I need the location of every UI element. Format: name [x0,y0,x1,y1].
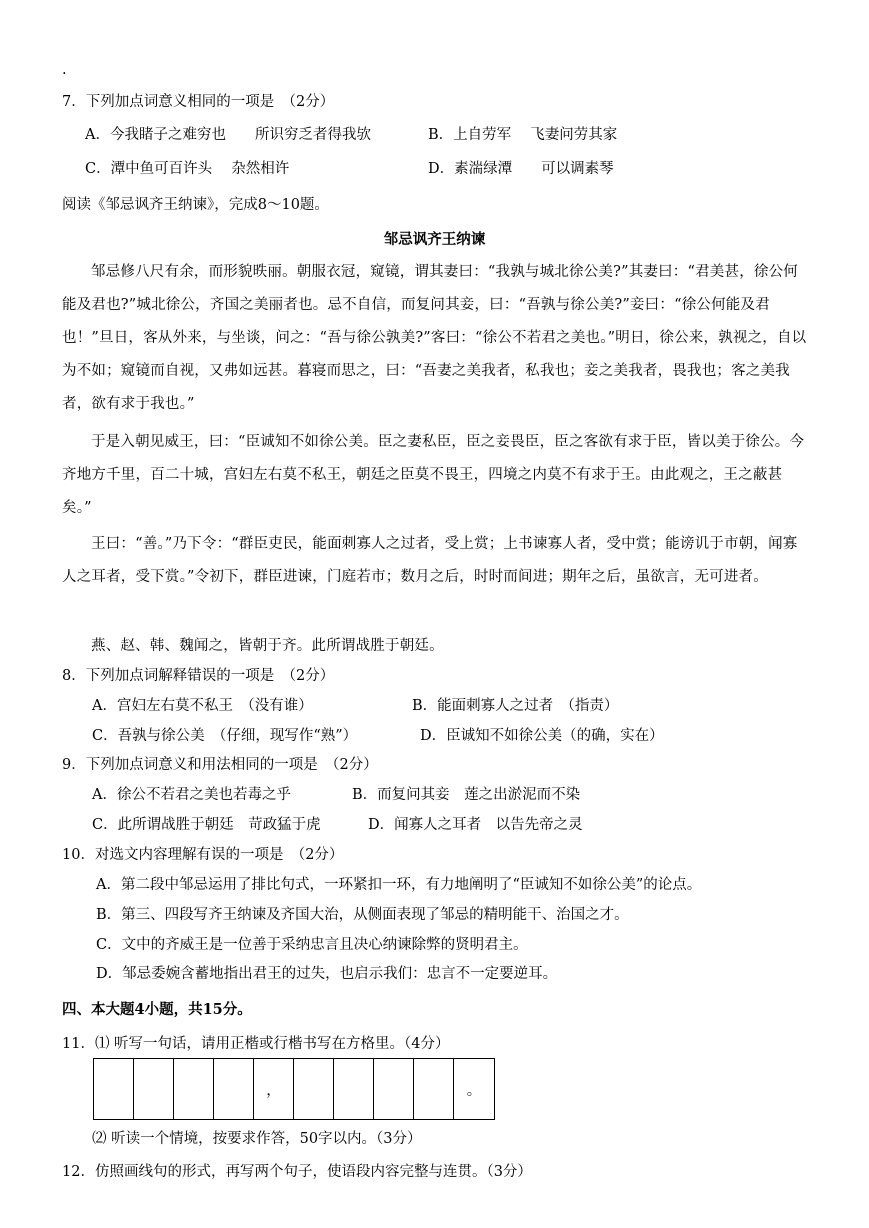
q8-option-b: B．能面刺寡人之过者 （指责） [412,698,619,714]
article-paragraph-2: 于是入朝见威王，曰：“臣诚知不如徐公美。臣之妻私臣，臣之妾畏臣，臣之客欲有求于臣，皆以美于徐公。今齐地方千里，百二十城，宫妇左右莫不私王，朝廷之臣莫不畏王，四境之内莫不有求于王。由此观之，王之蔽甚矣。” [62,434,805,516]
grid-cell[interactable] [214,1059,254,1119]
grid-cell[interactable] [334,1059,374,1119]
q8-option-d: D．臣诚知不如徐公美（的确，实在） [420,728,664,744]
q10-option-d: D．邹忌委婉含蓄地指出君王的过失，也启示我们：忠言不一定要逆耳。 [96,966,558,982]
article-title: 邹忌讽齐王纳谏 [383,231,486,248]
q10-option-b: B．第三、四段写齐王纳谏及齐国大治，从侧面表现了邹忌的精明能干、治国之才。 [96,907,629,923]
q7-stem: 7．下列加点词意义相同的一项是 （2分） [62,94,335,110]
article-paragraph-3: 王曰：“善。”乃下令：“群臣吏民，能面刺寡人之过者，受上赏；上书谏寡人者，受中赏；能谤讥于市朝，闻寡人之耳者，受下赏。”令初下，群臣进谏，门庭若市；数月之后，时时而间进；期年之后，虽欲言，无可进者。 [62,536,798,585]
q7-option-a: A．今我睹子之难穷也 所识穷乏者得我欤 [85,127,371,143]
q12-stem: 12．仿照画线句的形式，再写两个句子，使语段内容完整与连贯。（3分） [62,1164,532,1180]
q7-option-d: D．素湍绿潭 可以调素琴 [428,161,614,177]
q10-stem: 10．对选文内容理解有误的一项是 （2分） [62,847,344,863]
section-4-heading: 四、本大题4小题，共15分。 [62,1001,252,1018]
q7-option-c: C．潭中鱼可百许头 杂然相许 [85,161,290,177]
q7-option-b: B．上自劳军 飞妻问劳其家 [428,127,618,143]
grid-cell-comma[interactable]: ， [254,1059,294,1119]
q10-option-c: C．文中的齐威王是一位善于采纳忠言且决心纳谏除弊的贤明君主。 [96,937,528,953]
q8-option-a: A．宫妇左右莫不私王 （没有谁） [92,698,313,714]
grid-cell[interactable] [174,1059,214,1119]
top-mark: . [62,62,67,78]
reading-intro: 阅读《邹忌讽齐王纳谏》，完成8～10题。 [62,197,329,213]
grid-cell[interactable] [94,1059,134,1119]
q11-part-2: ⑵ 听读一个情境，按要求作答，50字以内。（3分） [92,1131,422,1147]
grid-cell[interactable] [294,1059,334,1119]
q9-stem: 9．下列加点词意义和用法相同的一项是 （2分） [62,757,378,773]
q10-option-a: A．第二段中邹忌运用了排比句式，一环紧扣一环，有力地阐明了“臣诚知不如徐公美”的论点。 [96,877,702,893]
dictation-grid [93,1058,495,1120]
q9-option-d: D．闻寡人之耳者 以告先帝之灵 [368,817,583,833]
q9-option-b: B．而复问其妾 莲之出淤泥而不染 [352,787,581,803]
article-paragraph-1: 邹忌修八尺有余，而形貌昳丽。朝服衣冠，窥镜，谓其妻曰：“我孰与城北徐公美?”其妻曰：“君美甚，徐公何能及君也?”城北徐公，齐国之美丽者也。忌不自信，而复问其妾，曰：“吾孰与徐公美?”妾曰：“徐公何能及君也！”旦日，客从外来，与坐谈，问之：“吾与徐公孰美?”客曰：“徐公不若君之美也。”明日，徐公来，孰视之，自以为不如；窥镜而自视，又弗如远甚。暮寝而思之，曰：“吾妻之美我者，私我也；妾之美我者，畏我也；客之美我者，欲有求于我也。” [62,264,807,412]
q8-stem: 8．下列加点词解释错误的一项是 （2分） [62,668,335,684]
q11-part-1: 11．⑴ 听写一句话，请用正楷或行楷书写在方格里。（4分） [62,1036,450,1052]
q9-option-a: A．徐公不若君之美也若毒之乎 [92,787,291,803]
grid-cell-period[interactable]: 。 [466,1082,482,1099]
article-paragraph-4: 燕、赵、韩、魏闻之，皆朝于齐。此所谓战胜于朝廷。 [91,638,444,654]
grid-cell[interactable] [374,1059,414,1119]
grid-cell[interactable] [414,1059,454,1119]
q9-option-c: C．此所谓战胜于朝廷 苛政猛于虎 [92,817,321,833]
q8-option-c: C．吾孰与徐公美 （仔细，现写作“熟”） [92,728,358,744]
grid-cell[interactable] [134,1059,174,1119]
